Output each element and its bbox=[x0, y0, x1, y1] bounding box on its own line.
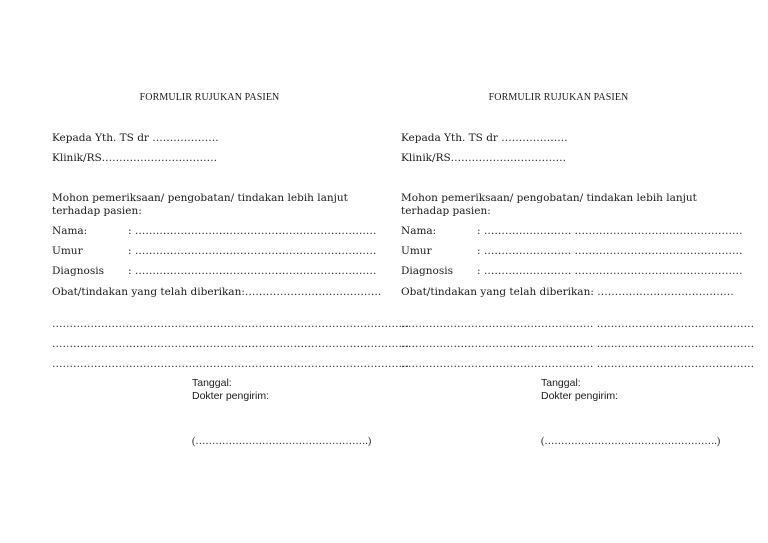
blank-line: ………………………………………………………………………………………… bbox=[52, 358, 409, 370]
treatment-line: Obat/tindakan yang telah diberikan: ………………………………… bbox=[401, 286, 734, 298]
age-label: Umur bbox=[52, 245, 83, 257]
recipient-doctor-line: Kepada Yth. TS dr ………………. bbox=[401, 132, 568, 144]
referral-form-left bbox=[52, 0, 409, 543]
form-title: FORMULIR RUJUKAN PASIEN bbox=[139, 92, 280, 103]
diagnosis-label: Diagnosis bbox=[52, 265, 104, 277]
name-label: Nama: bbox=[52, 225, 88, 237]
blank-line: ………………………………………………. ……………………………………… bbox=[401, 318, 755, 330]
sending-doctor-label: Dokter pengirim: bbox=[192, 390, 270, 402]
age-field: : …………………………………………………………… bbox=[128, 245, 377, 257]
blank-line: ………………………………………………………………………………………… bbox=[52, 338, 409, 350]
recipient-doctor-line: Kepada Yth. TS dr ………………. bbox=[52, 132, 219, 144]
diagnosis-label: Diagnosis bbox=[401, 265, 453, 277]
date-label: Tanggal: bbox=[192, 377, 232, 389]
request-text-line1: Mohon pemeriksaan/ pengobatan/ tindakan lebih lanjut bbox=[52, 192, 348, 204]
age-label: Umur bbox=[401, 245, 432, 257]
referral-form-right bbox=[401, 0, 755, 543]
diagnosis-field: : …………………………………………………………… bbox=[128, 265, 377, 277]
blank-line: ………………………………………………………………………………………… bbox=[52, 318, 409, 330]
form-title: FORMULIR RUJUKAN PASIEN bbox=[488, 92, 629, 103]
treatment-line: Obat/tindakan yang telah diberikan:………………………………… bbox=[52, 286, 382, 298]
clinic-line: Klinik/RS…………………………… bbox=[52, 152, 218, 164]
blank-line: ………………………………………………. ……………………………………… bbox=[401, 338, 755, 350]
request-text-line2: terhadap pasien: bbox=[52, 205, 142, 217]
name-field: : …………………………………………………………… bbox=[128, 225, 377, 237]
signature-line: (…………………………………………….) bbox=[192, 436, 372, 447]
blank-line: ………………………………………………. ……………………………………… bbox=[401, 358, 755, 370]
date-label: Tanggal: bbox=[541, 377, 581, 389]
signature-line: (…………………………………………….) bbox=[541, 436, 721, 447]
name-field: : ……………………. ………………………………………… bbox=[477, 225, 743, 237]
diagnosis-field: : ……………………. ………………………………………… bbox=[477, 265, 743, 277]
request-text-line2: terhadap pasien: bbox=[401, 205, 491, 217]
request-text-line1: Mohon pemeriksaan/ pengobatan/ tindakan lebih lanjut bbox=[401, 192, 697, 204]
clinic-line: Klinik/RS…………………………… bbox=[401, 152, 567, 164]
age-field: : ……………………. ………………………………………… bbox=[477, 245, 743, 257]
sending-doctor-label: Dokter pengirim: bbox=[541, 390, 619, 402]
name-label: Nama: bbox=[401, 225, 437, 237]
